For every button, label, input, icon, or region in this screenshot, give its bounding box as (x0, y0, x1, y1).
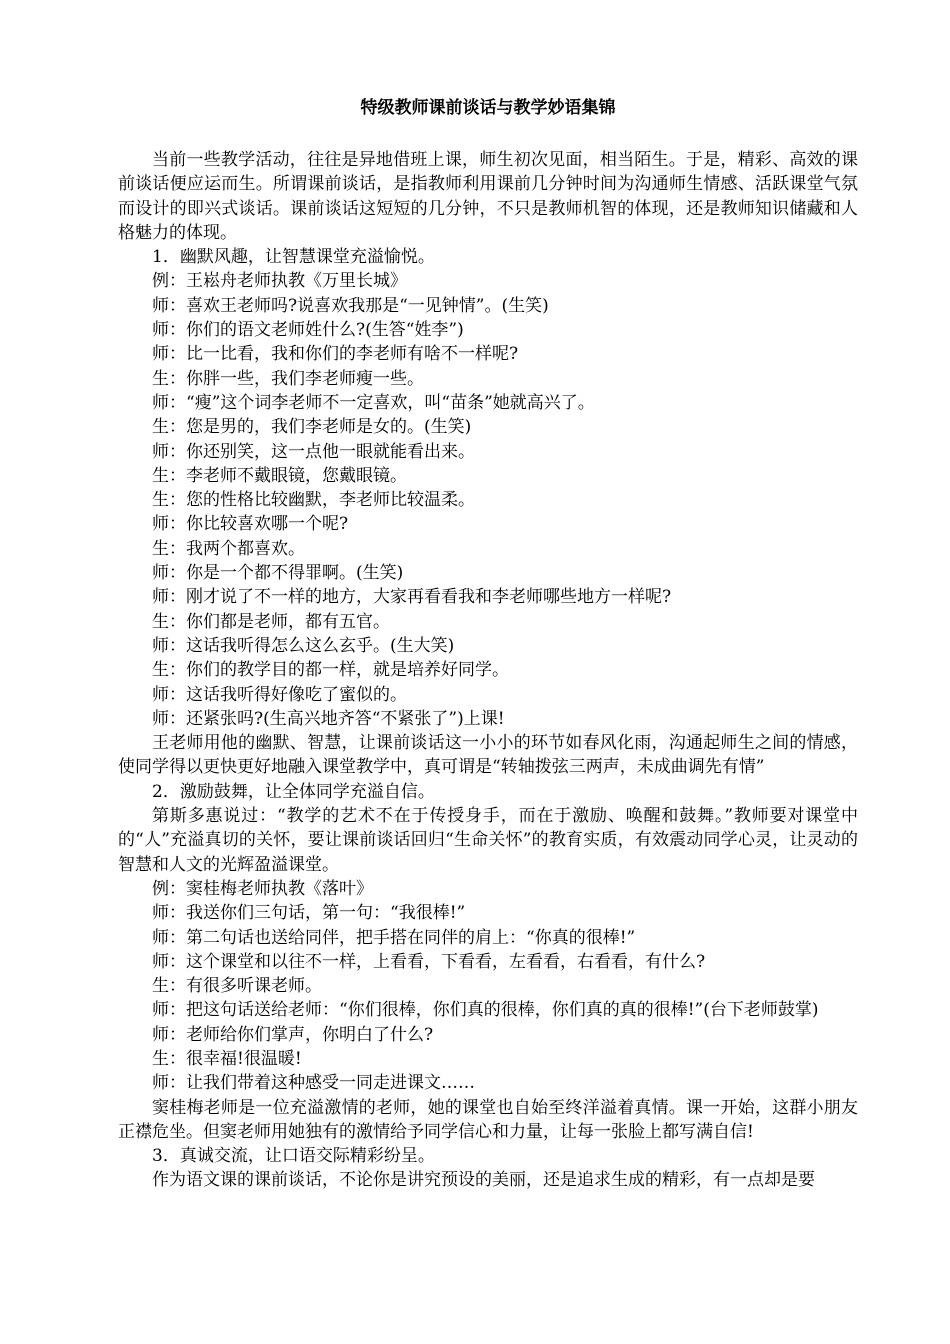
paragraph: 当前一些教学活动，往往是异地借班上课，师生初次见面，相当陌生。于是，精彩、高效的课前谈话便应运而生。所谓课前谈话，是指教师利用课前几分钟时间为沟通师生情感、活跃课堂气氛而设计的即兴式谈话。课前谈话这短短的几分钟，不只是教师机智的体现，还是教师知识储藏和人格魅力的体现。 (118, 150, 858, 243)
section-heading: 2．激励鼓舞，让全体同学充溢自信。 (152, 781, 435, 802)
paragraph: 窦桂梅老师是一位充溢激情的老师，她的课堂也自始至终洋溢着真情。课一开始，这群小朋友正襟危坐。但窦老师用她独有的激情给予同学信心和力量，让每一张脸上都写满自信! (118, 1097, 858, 1142)
dialogue-line: 生：很幸福!很温暖! (152, 1048, 302, 1069)
section-heading: 3．真诚交流，让口语交际精彩纷呈。 (152, 1146, 435, 1167)
dialogue-line: 师：你是一个都不得罪啊。(生笑) (152, 563, 404, 584)
paragraph: 作为语文课的课前谈话，不论你是讲究预设的美丽，还是追求生成的精彩，有一点却是要 (152, 1170, 815, 1191)
dialogue-line: 师：把这句话送给老师：“你们很棒，你们真的很棒，你们真的真的很棒!”(台下老师鼓掌) (152, 1000, 819, 1021)
dialogue-line: 生：您的性格比较幽默，李老师比较温柔。 (152, 490, 475, 511)
paragraph: 王老师用他的幽默、智慧，让课前谈话这一小小的环节如春风化雨，沟通起师生之间的情感，使同学得以更快更好地融入课堂教学中，真可谓是“转轴拨弦三两声，未成曲调先有情” (118, 733, 858, 778)
dialogue-line: 生：有很多听课老师。 (152, 976, 322, 997)
dialogue-line: 师：你还别笑，这一点他一眼就能看出来。 (152, 441, 475, 462)
document-body (118, 148, 858, 1193)
dialogue-line: 师：第二句话也送给同伴，把手搭在同伴的肩上：“你真的很棒!” (152, 927, 636, 948)
section-heading: 1．幽默风趣，让智慧课堂充溢愉悦。 (152, 247, 435, 268)
dialogue-line: 师：刚才说了不一样的地方，大家再看看我和李老师哪些地方一样呢? (152, 587, 672, 608)
dialogue-line: 师：喜欢王老师吗?说喜欢我那是“一见钟情”。(生笑) (152, 295, 549, 316)
dialogue-line: 生：你们都是老师，都有五官。 (152, 611, 390, 632)
dialogue-line: 师：让我们带着这种感受一同走进课文…… (152, 1073, 475, 1094)
dialogue-line: 生：你们的教学目的都一样，就是培养好同学。 (152, 660, 509, 681)
document-title: 特级教师课前谈话与教学妙语集锦 (360, 98, 616, 118)
dialogue-line: 师：我送你们三句话，第一句：“我很棒!” (152, 903, 466, 924)
dialogue-line: 生：您是男的，我们李老师是女的。(生笑) (152, 417, 472, 438)
dialogue-line: 师：老师给你们掌声，你明白了什么? (152, 1024, 434, 1045)
dialogue-line: 师：这话我听得好像吃了蜜似的。 (152, 684, 407, 705)
dialogue-line: 师：你们的语文老师姓什么?(生答“姓李”) (152, 320, 464, 341)
paragraph: 例：王崧舟老师执教《万里长城》 (152, 271, 407, 292)
dialogue-line: 师：“瘦”这个词李老师不一定喜欢，叫“苗条”她就高兴了。 (152, 392, 595, 413)
dialogue-line: 生：我两个都喜欢。 (152, 538, 305, 559)
dialogue-line: 生：你胖一些，我们李老师瘦一些。 (152, 368, 424, 389)
dialogue-line: 师：这话我听得怎么这么玄乎。(生大笑) (152, 635, 455, 656)
dialogue-line: 师：比一比看，我和你们的李老师有啥不一样呢? (152, 344, 519, 365)
paragraph: 例：窦桂梅老师执教《落叶》 (152, 878, 373, 899)
dialogue-line: 生：李老师不戴眼镜，您戴眼镜。 (152, 465, 407, 486)
dialogue-line: 师：你比较喜欢哪一个呢? (152, 514, 349, 535)
dialogue-line: 师：还紧张吗?(生高兴地齐答“不紧张了”)上课! (152, 708, 505, 729)
dialogue-line: 师：这个课堂和以往不一样，上看看，下看看，左看看，右看看，有什么? (152, 951, 706, 972)
paragraph: 第斯多惠说过：“教学的艺术不在于传授身手，而在于激励、唤醒和鼓舞。”教师要对课堂中的“人”充溢真切的关怀，要让课前谈话回归“生命关怀”的教育实质，有效震动同学心灵，让灵动的智慧和人文的光辉盈溢课堂。 (118, 806, 858, 875)
